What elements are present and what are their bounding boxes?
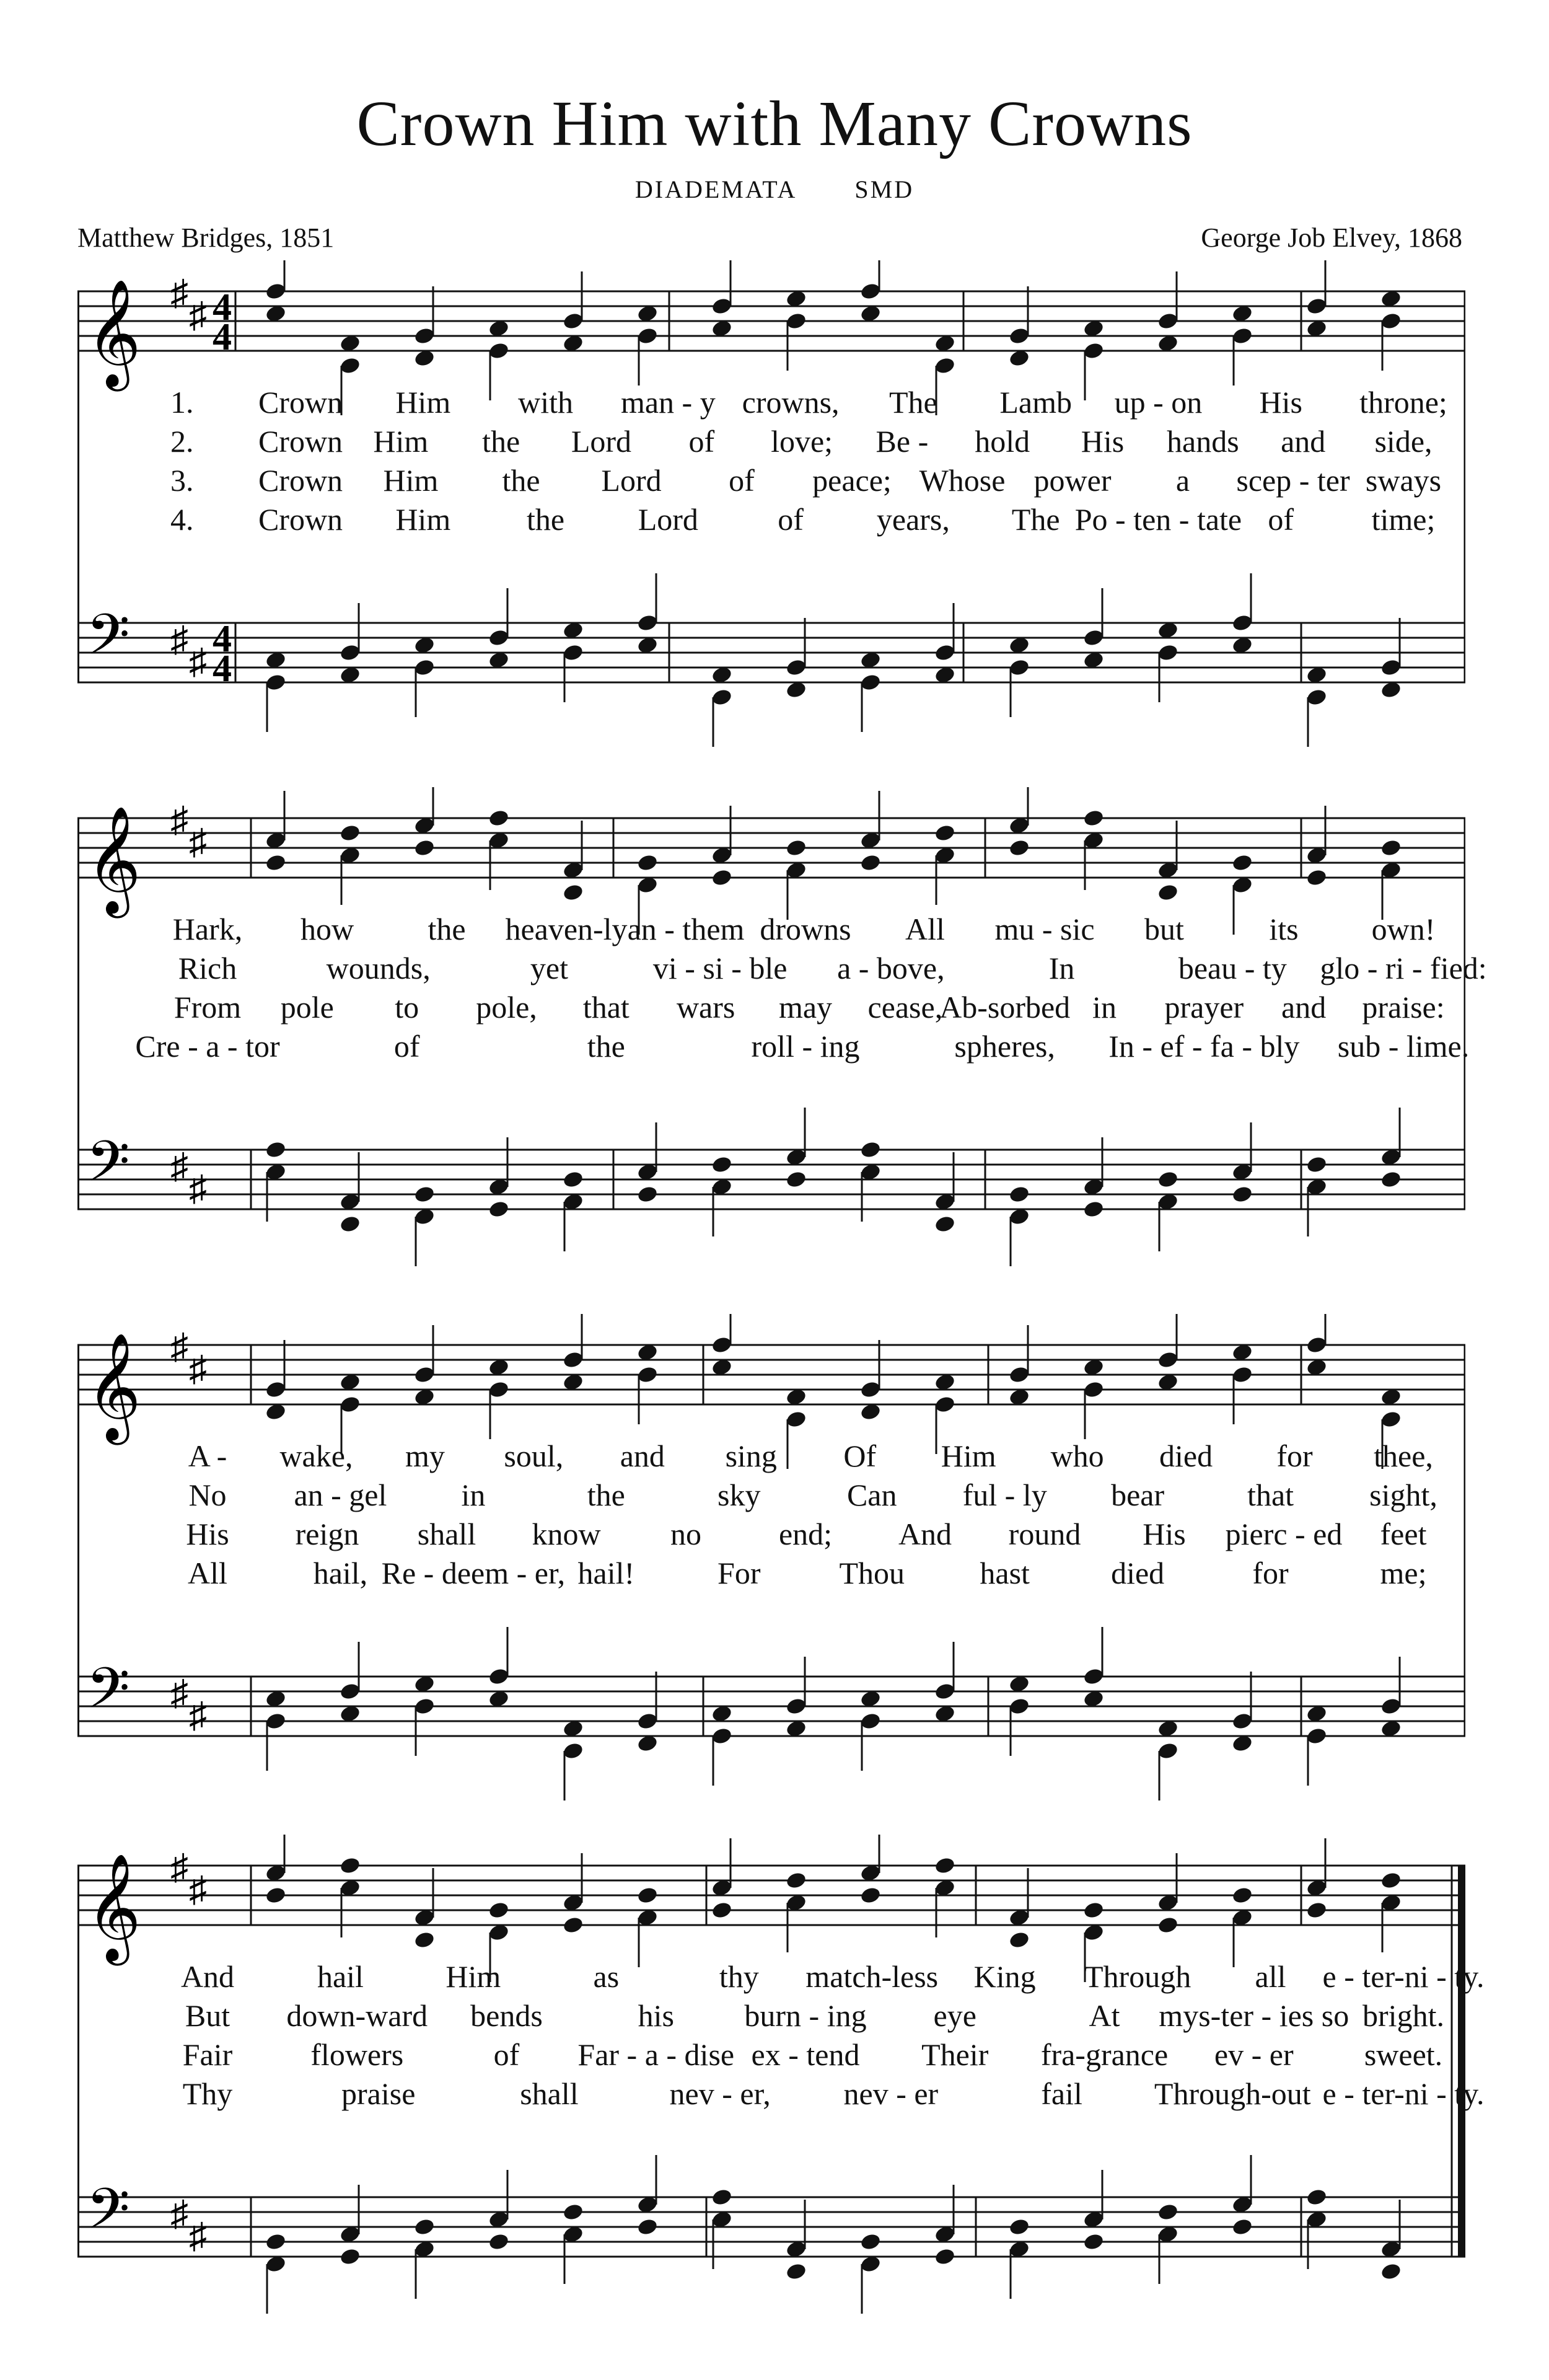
note-head: [1380, 1170, 1402, 1189]
lyric-word: Be -: [875, 424, 929, 459]
lyric-word: bright.: [1363, 1998, 1444, 2033]
lyric-word: the: [482, 424, 520, 459]
lyric-word: died: [1111, 1556, 1165, 1590]
lyric-word: The: [889, 385, 937, 420]
lyric-word: And: [898, 1517, 952, 1551]
lyric-word: A -: [188, 1439, 227, 1473]
lyric-line: [77, 1516, 1465, 1554]
note-head: [1082, 809, 1105, 828]
lyric-word: all: [1255, 1959, 1286, 1994]
time-signature-bottom: 4: [213, 648, 232, 690]
lyric-word: bends: [470, 1998, 543, 2033]
note-head: [1082, 2232, 1105, 2252]
lyric-word: the: [428, 912, 466, 946]
lyric-word: Re - deem - er,: [381, 1556, 566, 1590]
lyric-word: died: [1159, 1439, 1213, 1473]
note-head: [413, 2218, 436, 2237]
note-head: [265, 1886, 287, 1905]
lyric-word: wounds,: [326, 951, 431, 985]
note-head: [1380, 1871, 1402, 1890]
note-head: [339, 824, 361, 843]
bass-clef-icon: 𝄢: [86, 602, 130, 681]
note-head: [711, 1901, 733, 1920]
lyric-word: heaven-ly: [505, 912, 628, 946]
lyric-word: shall: [520, 2076, 579, 2111]
lyric-word: wake,: [279, 1439, 353, 1473]
note-head: [488, 809, 510, 828]
note-head: [859, 2232, 882, 2252]
music-system: [77, 787, 1487, 1283]
note-head: [711, 1155, 733, 1175]
lyric-word: that: [1247, 1478, 1294, 1512]
hymn-title: Crown Him with Many Crowns: [356, 88, 1193, 159]
lyric-word: and: [1281, 990, 1327, 1025]
sharp-icon: ♯: [170, 800, 188, 840]
lyric-word: of: [493, 2037, 520, 2072]
note-head: [1305, 1155, 1328, 1175]
lyric-word: hail,: [313, 1556, 368, 1590]
note-head: [859, 1886, 882, 1905]
bass-clef-icon: 𝄢: [86, 2176, 130, 2255]
note-head: [785, 839, 807, 858]
note-head: [1008, 1185, 1030, 1204]
lyric-word: sweet.: [1364, 2037, 1443, 2072]
lyric-word: Fair: [182, 2037, 233, 2072]
lyric-word: an - them: [627, 912, 745, 946]
note-head: [562, 1916, 584, 1935]
lyric-word: yet: [530, 951, 568, 985]
lyric-word: mu - sic: [994, 912, 1095, 946]
lyric-word: how: [300, 912, 354, 946]
music-system: [77, 1314, 1465, 1810]
lyric-word: bear: [1111, 1478, 1165, 1512]
lyric-word: Thou: [839, 1556, 905, 1590]
lyric-word: praise: [341, 2076, 416, 2111]
lyric-word: who: [1050, 1439, 1104, 1473]
lyric-word: Him: [373, 424, 429, 459]
lyric-line: [77, 911, 1465, 950]
lyric-word: pole,: [476, 990, 537, 1025]
note-head: [1157, 1170, 1179, 1189]
lyric-word: Through-out: [1154, 2076, 1311, 2111]
lyric-word: for: [1252, 1556, 1289, 1590]
note-head: [785, 1871, 807, 1890]
lyric-line: [77, 501, 1465, 540]
lyric-word: match-less: [805, 1959, 939, 1994]
lyric-word: up - on: [1114, 385, 1203, 420]
lyric-word: and: [620, 1439, 665, 1473]
lyric-word: His: [1259, 385, 1302, 420]
lyric-word: King: [973, 1959, 1036, 1994]
verse-number: 1.: [170, 385, 194, 420]
sharp-icon: ♯: [170, 1146, 188, 1186]
lyric-word: All: [188, 1556, 227, 1590]
lyric-word: hail: [317, 1959, 364, 1994]
lyric-word: its: [1269, 912, 1299, 946]
lyric-word: Him: [941, 1439, 996, 1473]
lyricist-credit: Matthew Bridges, 1851: [77, 223, 335, 253]
lyric-word: as: [593, 1959, 620, 1994]
note-head: [636, 2218, 659, 2237]
lyric-word: a: [1175, 463, 1190, 498]
lyric-word: sight,: [1369, 1478, 1437, 1512]
note-head: [413, 1931, 436, 1950]
note-head: [1082, 1200, 1105, 1219]
treble-clef-icon: 𝄞: [86, 1333, 141, 1440]
note-head: [339, 1215, 361, 1234]
tune-name: DIADEMATA: [634, 175, 797, 203]
treble-staff: [77, 1847, 1465, 1966]
lyric-word: sways: [1365, 463, 1442, 498]
lyric-word: roll - ing: [751, 1029, 860, 1064]
lyric-word: hail!: [577, 1556, 635, 1590]
lyric-word: no: [670, 1517, 701, 1551]
lyric-word: For: [717, 1556, 761, 1590]
bass-staff: [77, 1129, 1465, 1209]
lyric-word: His: [1143, 1517, 1186, 1551]
note-head: [859, 853, 882, 873]
lyric-word: may: [778, 990, 833, 1025]
lyric-word: beau - ty: [1178, 951, 1287, 985]
note-head: [1231, 853, 1253, 873]
lyric-word: of: [393, 1029, 420, 1064]
lyric-line: [77, 2076, 1485, 2114]
treble-clef-icon: 𝄞: [86, 806, 141, 914]
lyric-word: pole: [280, 990, 334, 1025]
bass-staff: [77, 602, 1465, 690]
lyric-word: But: [185, 1998, 230, 2033]
lyric-word: down-ward: [286, 1998, 428, 2033]
note-head: [339, 2247, 361, 2267]
lyric-word: pierc - ed: [1225, 1517, 1343, 1551]
lyric-word: sing: [725, 1439, 777, 1473]
lyric-word: No: [188, 1478, 227, 1512]
lyric-word: Their: [921, 2037, 989, 2072]
music-system: [77, 260, 1465, 756]
composer-credit: George Job Elvey, 1868: [1201, 223, 1462, 253]
lyric-word: Crown: [258, 502, 343, 537]
note-head: [1157, 883, 1179, 902]
note-head: [1157, 1916, 1179, 1935]
lyric-word: Lord: [571, 424, 632, 459]
note-head: [1008, 839, 1030, 858]
lyric-word: in: [1092, 990, 1117, 1025]
note-head: [562, 1170, 584, 1189]
note-head: [934, 2247, 956, 2267]
lyric-word: Po - ten - tate: [1074, 502, 1242, 537]
note-head: [265, 2232, 287, 2252]
lyric-word: burn - ing: [744, 1998, 867, 2033]
sharp-icon: ♯: [170, 1673, 188, 1713]
lyric-word: The: [1011, 502, 1060, 537]
note-head: [785, 1170, 807, 1189]
note-head: [1157, 2203, 1179, 2222]
lyric-word: thee,: [1374, 1439, 1433, 1473]
lyric-line: [77, 384, 1465, 423]
note-head: [711, 2188, 733, 2207]
note-head: [1231, 1185, 1253, 1204]
lyric-word: Him: [445, 1959, 501, 1994]
sharp-icon: ♯: [189, 1869, 207, 1910]
lyric-word: Thy: [182, 2076, 233, 2111]
lyric-word: ex - tend: [751, 2037, 860, 2072]
note-head: [1305, 1901, 1328, 1920]
lyric-word: Crown: [258, 385, 343, 420]
lyric-word: glo - ri - fied:: [1320, 951, 1487, 985]
sharp-icon: ♯: [170, 2193, 188, 2234]
lyric-word: with: [518, 385, 573, 420]
lyric-word: of: [1268, 502, 1294, 537]
lyric-word: man - y: [620, 385, 716, 420]
lyric-line: [77, 1028, 1470, 1067]
lyric-word: power: [1033, 463, 1112, 498]
bass-staff: [77, 1655, 1465, 1736]
lyric-word: Far - a - dise: [577, 2037, 735, 2072]
meter: SMD: [854, 175, 915, 203]
lyric-line: [77, 1998, 1465, 2036]
note-head: [636, 853, 659, 873]
lyric-word: flowers: [310, 2037, 404, 2072]
lyric-word: know: [532, 1517, 601, 1551]
lyric-word: eye: [933, 1998, 976, 2033]
note-head: [265, 853, 287, 873]
lyric-word: Crown: [258, 463, 343, 498]
lyric-word: hands: [1167, 424, 1239, 459]
bass-clef-icon: 𝄢: [86, 1129, 130, 1208]
sharp-icon: ♯: [189, 1168, 207, 1209]
lyric-word: Of: [843, 1439, 877, 1473]
note-head: [934, 824, 956, 843]
lyric-word: his: [638, 1998, 674, 2033]
lyric-line: [77, 989, 1465, 1028]
lyric-word: round: [1008, 1517, 1081, 1551]
note-head: [562, 2203, 584, 2222]
lyric-word: Can: [846, 1478, 897, 1512]
note-head: [1008, 1931, 1030, 1950]
lyric-word: Crown: [258, 424, 343, 459]
lyric-word: an - gel: [294, 1478, 387, 1512]
lyric-word: Him: [395, 385, 451, 420]
lyric-word: praise:: [1362, 990, 1445, 1025]
bass-staff: [77, 2176, 1465, 2257]
lyric-word: scep - ter: [1236, 463, 1350, 498]
lyric-word: me;: [1380, 1556, 1427, 1590]
sharp-icon: ♯: [189, 2216, 207, 2256]
note-head: [488, 2232, 510, 2252]
lyric-word: and: [1281, 424, 1326, 459]
sharp-icon: ♯: [170, 1847, 188, 1887]
lyric-word: Cre - a - tor: [135, 1029, 280, 1064]
lyric-word: in: [461, 1478, 486, 1512]
lyric-word: thy: [719, 1959, 759, 1994]
lyric-word: Him: [383, 463, 439, 498]
tune-info: [0, 175, 1549, 204]
treble-clef-icon: 𝄞: [86, 279, 141, 387]
lyric-word: cease,: [867, 990, 943, 1025]
lyric-word: wars: [676, 990, 735, 1025]
note-head: [1305, 2188, 1328, 2207]
note-head: [636, 1886, 659, 1905]
lyric-word: shall: [417, 1517, 476, 1551]
lyric-word: side,: [1374, 424, 1433, 459]
lyric-word: Rich: [178, 951, 237, 985]
lyric-word: the: [587, 1478, 625, 1512]
lyric-line: [77, 423, 1465, 462]
lyric-word: the: [502, 463, 540, 498]
lyric-word: of: [729, 463, 755, 498]
note-head: [934, 1215, 956, 1234]
lyric-word: my: [405, 1439, 445, 1473]
note-head: [413, 839, 436, 858]
lyric-line: [77, 1555, 1465, 1593]
lyric-word: mys-ter - ies so: [1159, 1998, 1349, 2033]
lyric-word: e - ter-ni - ty.: [1322, 1959, 1485, 1994]
treble-clef-icon: 𝄞: [86, 1853, 141, 1961]
lyric-word: From: [173, 990, 242, 1025]
lyric-word: to: [395, 990, 419, 1025]
verse-number: 3.: [170, 463, 194, 498]
lyric-word: peace;: [812, 463, 892, 498]
lyric-word: Whose: [919, 463, 1006, 498]
verse-number: 2.: [170, 424, 194, 459]
sharp-icon: ♯: [170, 619, 188, 659]
sharp-icon: ♯: [189, 641, 207, 682]
lyric-word: love;: [771, 424, 833, 459]
note-head: [265, 1140, 287, 1160]
time-signature-bottom: 4: [213, 316, 232, 358]
time-signature-top: 4: [213, 618, 232, 660]
lyric-word: throne;: [1359, 385, 1447, 420]
note-head: [1231, 1886, 1253, 1905]
lyric-word: the: [527, 502, 565, 537]
lyric-word: feet: [1380, 1517, 1427, 1551]
note-head: [1082, 1901, 1105, 1920]
lyric-word: In - ef - fa - bly: [1108, 1029, 1300, 1064]
verse-number: 4.: [170, 502, 194, 537]
lyric-word: And: [180, 1959, 235, 1994]
lyric-word: reign: [295, 1517, 359, 1551]
lyric-line: [77, 1959, 1485, 1997]
lyric-word: sub - lime.: [1337, 1029, 1470, 1064]
lyric-word: of: [778, 502, 804, 537]
lyric-word: nev - er,: [669, 2076, 771, 2111]
lyric-word: ful - ly: [962, 1478, 1047, 1512]
sharp-icon: ♯: [170, 1326, 188, 1367]
lyric-line: [77, 1438, 1465, 1476]
lyric-word: Ab-sorbed: [939, 990, 1071, 1025]
note-head: [859, 1140, 882, 1160]
lyric-word: Lamb: [999, 385, 1072, 420]
lyric-word: hold: [975, 424, 1030, 459]
lyric-word: vi - si - ble: [652, 951, 788, 985]
lyric-word: years,: [876, 502, 950, 537]
note-head: [488, 1200, 510, 1219]
note-head: [711, 868, 733, 888]
lyric-word: soul,: [504, 1439, 564, 1473]
note-head: [413, 1185, 436, 1204]
lyric-word: In: [1048, 951, 1075, 985]
note-head: [339, 1856, 361, 1875]
lyric-word: of: [688, 424, 715, 459]
lyric-word: prayer: [1164, 990, 1244, 1025]
sharp-icon: ♯: [189, 1695, 207, 1735]
note-head: [785, 2262, 807, 2281]
lyric-line: [77, 2037, 1465, 2075]
sharp-icon: ♯: [170, 273, 188, 313]
treble-staff: [77, 800, 1465, 919]
lyric-word: fra-grance: [1040, 2037, 1169, 2072]
note-head: [636, 1185, 659, 1204]
lyric-word: nev - er: [843, 2076, 939, 2111]
treble-staff: [77, 1326, 1465, 1445]
lyric-word: fail: [1041, 2076, 1082, 2111]
lyric-word: Hark,: [172, 912, 243, 946]
lyric-word: own!: [1371, 912, 1436, 946]
lyric-line: [77, 950, 1487, 989]
sharp-icon: ♯: [189, 1349, 207, 1389]
lyric-word: Lord: [601, 463, 662, 498]
note-head: [1380, 2262, 1402, 2281]
lyric-word: His: [1081, 424, 1125, 459]
sharp-icon: ♯: [189, 295, 207, 335]
lyric-word: end;: [778, 1517, 833, 1551]
note-head: [1008, 2218, 1030, 2237]
lyric-word: crowns,: [742, 385, 840, 420]
note-head: [562, 883, 584, 902]
lyric-word: e - ter-ni - ty.: [1322, 2076, 1485, 2111]
lyric-word: Lord: [638, 502, 698, 537]
bass-clef-icon: 𝄢: [86, 1655, 130, 1735]
lyric-word: for: [1276, 1439, 1313, 1473]
lyric-word: spheres,: [954, 1029, 1055, 1064]
sharp-icon: ♯: [189, 822, 207, 862]
lyric-word: time;: [1371, 502, 1436, 537]
note-head: [488, 1901, 510, 1920]
lyric-word: hast: [980, 1556, 1030, 1590]
lyric-word: ev - er: [1214, 2037, 1294, 2072]
note-head: [1380, 839, 1402, 858]
lyric-line: [77, 1477, 1465, 1515]
lyric-word: All: [905, 912, 945, 946]
lyric-word: sky: [717, 1478, 761, 1512]
note-head: [1231, 2218, 1253, 2237]
note-head: [934, 1856, 956, 1875]
lyric-word: Through: [1084, 1959, 1191, 1994]
lyric-word: His: [186, 1517, 229, 1551]
lyric-line: [77, 462, 1465, 501]
note-head: [1305, 868, 1328, 888]
treble-staff: [77, 273, 1465, 392]
lyric-word: drowns: [760, 912, 851, 946]
lyric-word: the: [587, 1029, 625, 1064]
lyric-word: that: [582, 990, 630, 1025]
music-system: [77, 1835, 1485, 2330]
lyric-word: a - bove,: [837, 951, 945, 985]
lyric-word: Him: [395, 502, 451, 537]
time-signature-top: 4: [213, 286, 232, 328]
lyric-word: At: [1089, 1998, 1120, 2033]
lyric-word: but: [1144, 912, 1184, 946]
